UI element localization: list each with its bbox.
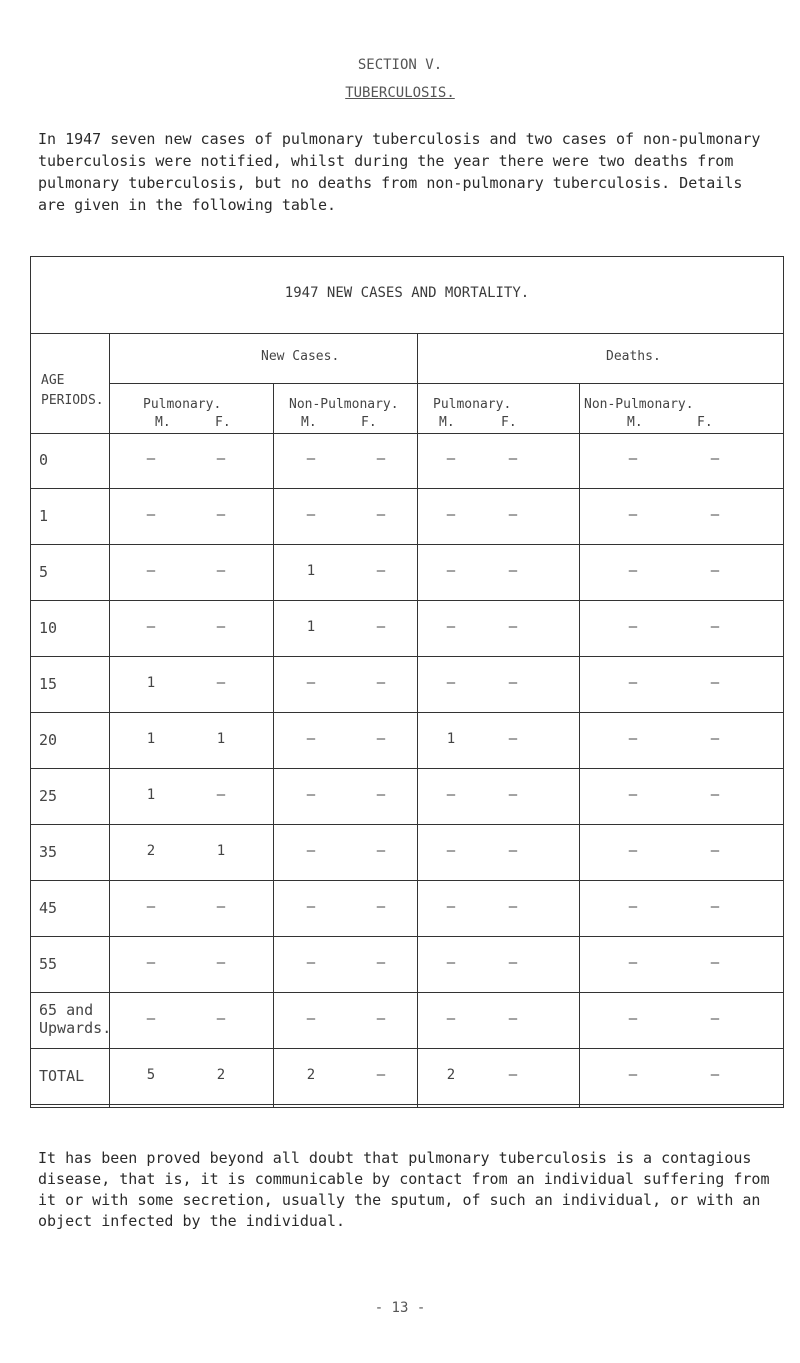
table-row (31, 601, 783, 657)
count-cell: — (628, 563, 638, 579)
new-cases-header: New Cases. (261, 349, 340, 364)
count-cell: — (306, 899, 316, 915)
count-cell: — (628, 899, 638, 915)
count-cell: — (628, 619, 638, 635)
section-heading (0, 56, 800, 102)
count-cell: — (376, 787, 386, 803)
cases-mortality-table (30, 256, 784, 1108)
count-cell: — (216, 563, 226, 579)
count-cell: — (628, 507, 638, 523)
count-cell: — (216, 507, 226, 523)
count-cell: — (508, 787, 518, 803)
count-cell: — (710, 563, 720, 579)
count-cell: — (508, 563, 518, 579)
count-cell: — (508, 1011, 518, 1027)
col-m-2: M. (301, 415, 317, 430)
col-f-2: F. (361, 415, 377, 430)
age-period-cell: 20 (39, 731, 58, 749)
table-row (31, 713, 783, 769)
count-cell: — (376, 563, 386, 579)
count-cell: — (306, 507, 316, 523)
count-cell: — (508, 1067, 518, 1083)
age-period-cell: 65 and Upwards. (39, 1001, 112, 1037)
count-cell: — (710, 451, 720, 467)
count-cell: — (446, 563, 456, 579)
count-cell: — (628, 451, 638, 467)
count-cell: — (628, 675, 638, 691)
new-pulmonary-header: Pulmonary. (143, 397, 222, 412)
count-cell: 2 (306, 1067, 316, 1083)
count-cell: — (306, 955, 316, 971)
count-cell: 1 (146, 731, 156, 747)
count-cell: — (306, 451, 316, 467)
new-non-pulmonary-header: Non-Pulmonary. (289, 397, 399, 412)
count-cell: — (376, 1011, 386, 1027)
table-row (31, 1049, 783, 1105)
deaths-non-pulmonary-header: Non-Pulmonary. (584, 397, 694, 412)
count-cell: — (446, 955, 456, 971)
count-cell: 2 (216, 1067, 226, 1083)
count-cell: — (146, 899, 156, 915)
header-rule (109, 383, 783, 384)
count-cell: — (446, 619, 456, 635)
count-cell: — (376, 451, 386, 467)
count-cell: — (508, 675, 518, 691)
count-cell: — (376, 843, 386, 859)
count-cell: — (628, 1011, 638, 1027)
col-m-1: M. (155, 415, 171, 430)
count-cell: — (216, 955, 226, 971)
count-cell: — (216, 899, 226, 915)
count-cell: — (446, 451, 456, 467)
table-title: 1947 NEW CASES AND MORTALITY. (31, 257, 783, 334)
count-cell: — (710, 899, 720, 915)
table-row (31, 545, 783, 601)
count-cell: — (628, 955, 638, 971)
deaths-pulmonary-header: Pulmonary. (433, 397, 512, 412)
count-cell: — (306, 731, 316, 747)
count-cell: — (446, 787, 456, 803)
count-cell: — (446, 1011, 456, 1027)
table-row (31, 825, 783, 881)
count-cell: — (628, 731, 638, 747)
count-cell: — (376, 731, 386, 747)
count-cell: 1 (146, 787, 156, 803)
count-cell: — (306, 675, 316, 691)
count-cell: — (376, 619, 386, 635)
age-period-cell: 45 (39, 899, 58, 917)
count-cell: — (710, 843, 720, 859)
count-cell: — (146, 451, 156, 467)
count-cell: — (508, 451, 518, 467)
count-cell: — (376, 1067, 386, 1083)
count-cell: — (146, 563, 156, 579)
deaths-header: Deaths. (606, 349, 661, 364)
count-cell: 1 (306, 619, 316, 635)
col-f-4: F. (697, 415, 713, 430)
count-cell: — (628, 787, 638, 803)
age-period-cell: 0 (39, 451, 49, 469)
col-m-3: M. (439, 415, 455, 430)
table-row (31, 881, 783, 937)
closing-paragraph (38, 1148, 778, 1232)
closing-text: It has been proved beyond all doubt that pulmonary tuberculosis is a contagious disease, that is, it is communicable by contact from an individual suffering from it or with some secretion, usually the sputum, of such an individual, or with an object infected by the individual. (38, 1149, 770, 1230)
count-cell: — (446, 507, 456, 523)
col-m-4: M. (627, 415, 643, 430)
count-cell: — (216, 787, 226, 803)
age-period-cell: 25 (39, 787, 58, 805)
periods-header: PERIODS. (41, 393, 104, 408)
age-period-cell: 10 (39, 619, 58, 637)
table-row (31, 657, 783, 713)
count-cell: — (216, 619, 226, 635)
count-cell: — (376, 507, 386, 523)
count-cell: 1 (216, 843, 226, 859)
count-cell: — (376, 955, 386, 971)
age-period-cell: 1 (39, 507, 49, 525)
count-cell: — (710, 675, 720, 691)
age-period-cell: 55 (39, 955, 58, 973)
count-cell: — (508, 899, 518, 915)
age-header: AGE (41, 373, 65, 388)
col-f-3: F. (501, 415, 517, 430)
count-cell: — (508, 619, 518, 635)
count-cell: — (710, 787, 720, 803)
count-cell: — (446, 675, 456, 691)
age-period-cell: 15 (39, 675, 58, 693)
count-cell: — (306, 787, 316, 803)
count-cell: — (710, 731, 720, 747)
count-cell: — (376, 675, 386, 691)
count-cell: — (710, 1011, 720, 1027)
count-cell: — (216, 1011, 226, 1027)
count-cell: — (710, 507, 720, 523)
count-cell: 1 (146, 675, 156, 691)
count-cell: 2 (146, 843, 156, 859)
count-cell: — (446, 843, 456, 859)
intro-paragraph (38, 128, 778, 216)
count-cell: — (508, 507, 518, 523)
count-cell: — (216, 451, 226, 467)
count-cell: — (146, 955, 156, 971)
count-cell: — (710, 955, 720, 971)
count-cell: 2 (446, 1067, 456, 1083)
table-row (31, 489, 783, 545)
count-cell: — (216, 675, 226, 691)
table-row (31, 937, 783, 993)
age-period-cell: 35 (39, 843, 58, 861)
age-period-cell: 5 (39, 563, 49, 581)
count-cell: — (508, 731, 518, 747)
count-cell: — (306, 1011, 316, 1027)
count-cell: — (146, 1011, 156, 1027)
count-cell: — (710, 1067, 720, 1083)
count-cell: 1 (306, 563, 316, 579)
col-f-1: F. (215, 415, 231, 430)
count-cell: — (376, 899, 386, 915)
count-cell: — (628, 843, 638, 859)
count-cell: 5 (146, 1067, 156, 1083)
count-cell: — (508, 955, 518, 971)
count-cell: — (628, 1067, 638, 1083)
count-cell: — (710, 619, 720, 635)
page-number: - 13 - (374, 1300, 426, 1316)
table-row (31, 433, 783, 489)
section-number: SECTION V. (357, 57, 443, 73)
table-row (31, 993, 783, 1049)
count-cell: — (146, 507, 156, 523)
section-title: TUBERCULOSIS. (345, 85, 455, 101)
count-cell: 1 (216, 731, 226, 747)
count-cell: — (306, 843, 316, 859)
count-cell: — (446, 899, 456, 915)
count-cell: 1 (446, 731, 456, 747)
table-row (31, 769, 783, 825)
count-cell: — (508, 843, 518, 859)
intro-text: In 1947 seven new cases of pulmonary tuberculosis and two cases of non-pulmonary tuberculosis were notified, whilst during the year there were two deaths from pulmonary tuberculosis, but no deaths from non-pulmonary tuberculosis. Details are given in the following table. (38, 130, 761, 214)
count-cell: — (146, 619, 156, 635)
age-period-cell: TOTAL (39, 1067, 85, 1085)
